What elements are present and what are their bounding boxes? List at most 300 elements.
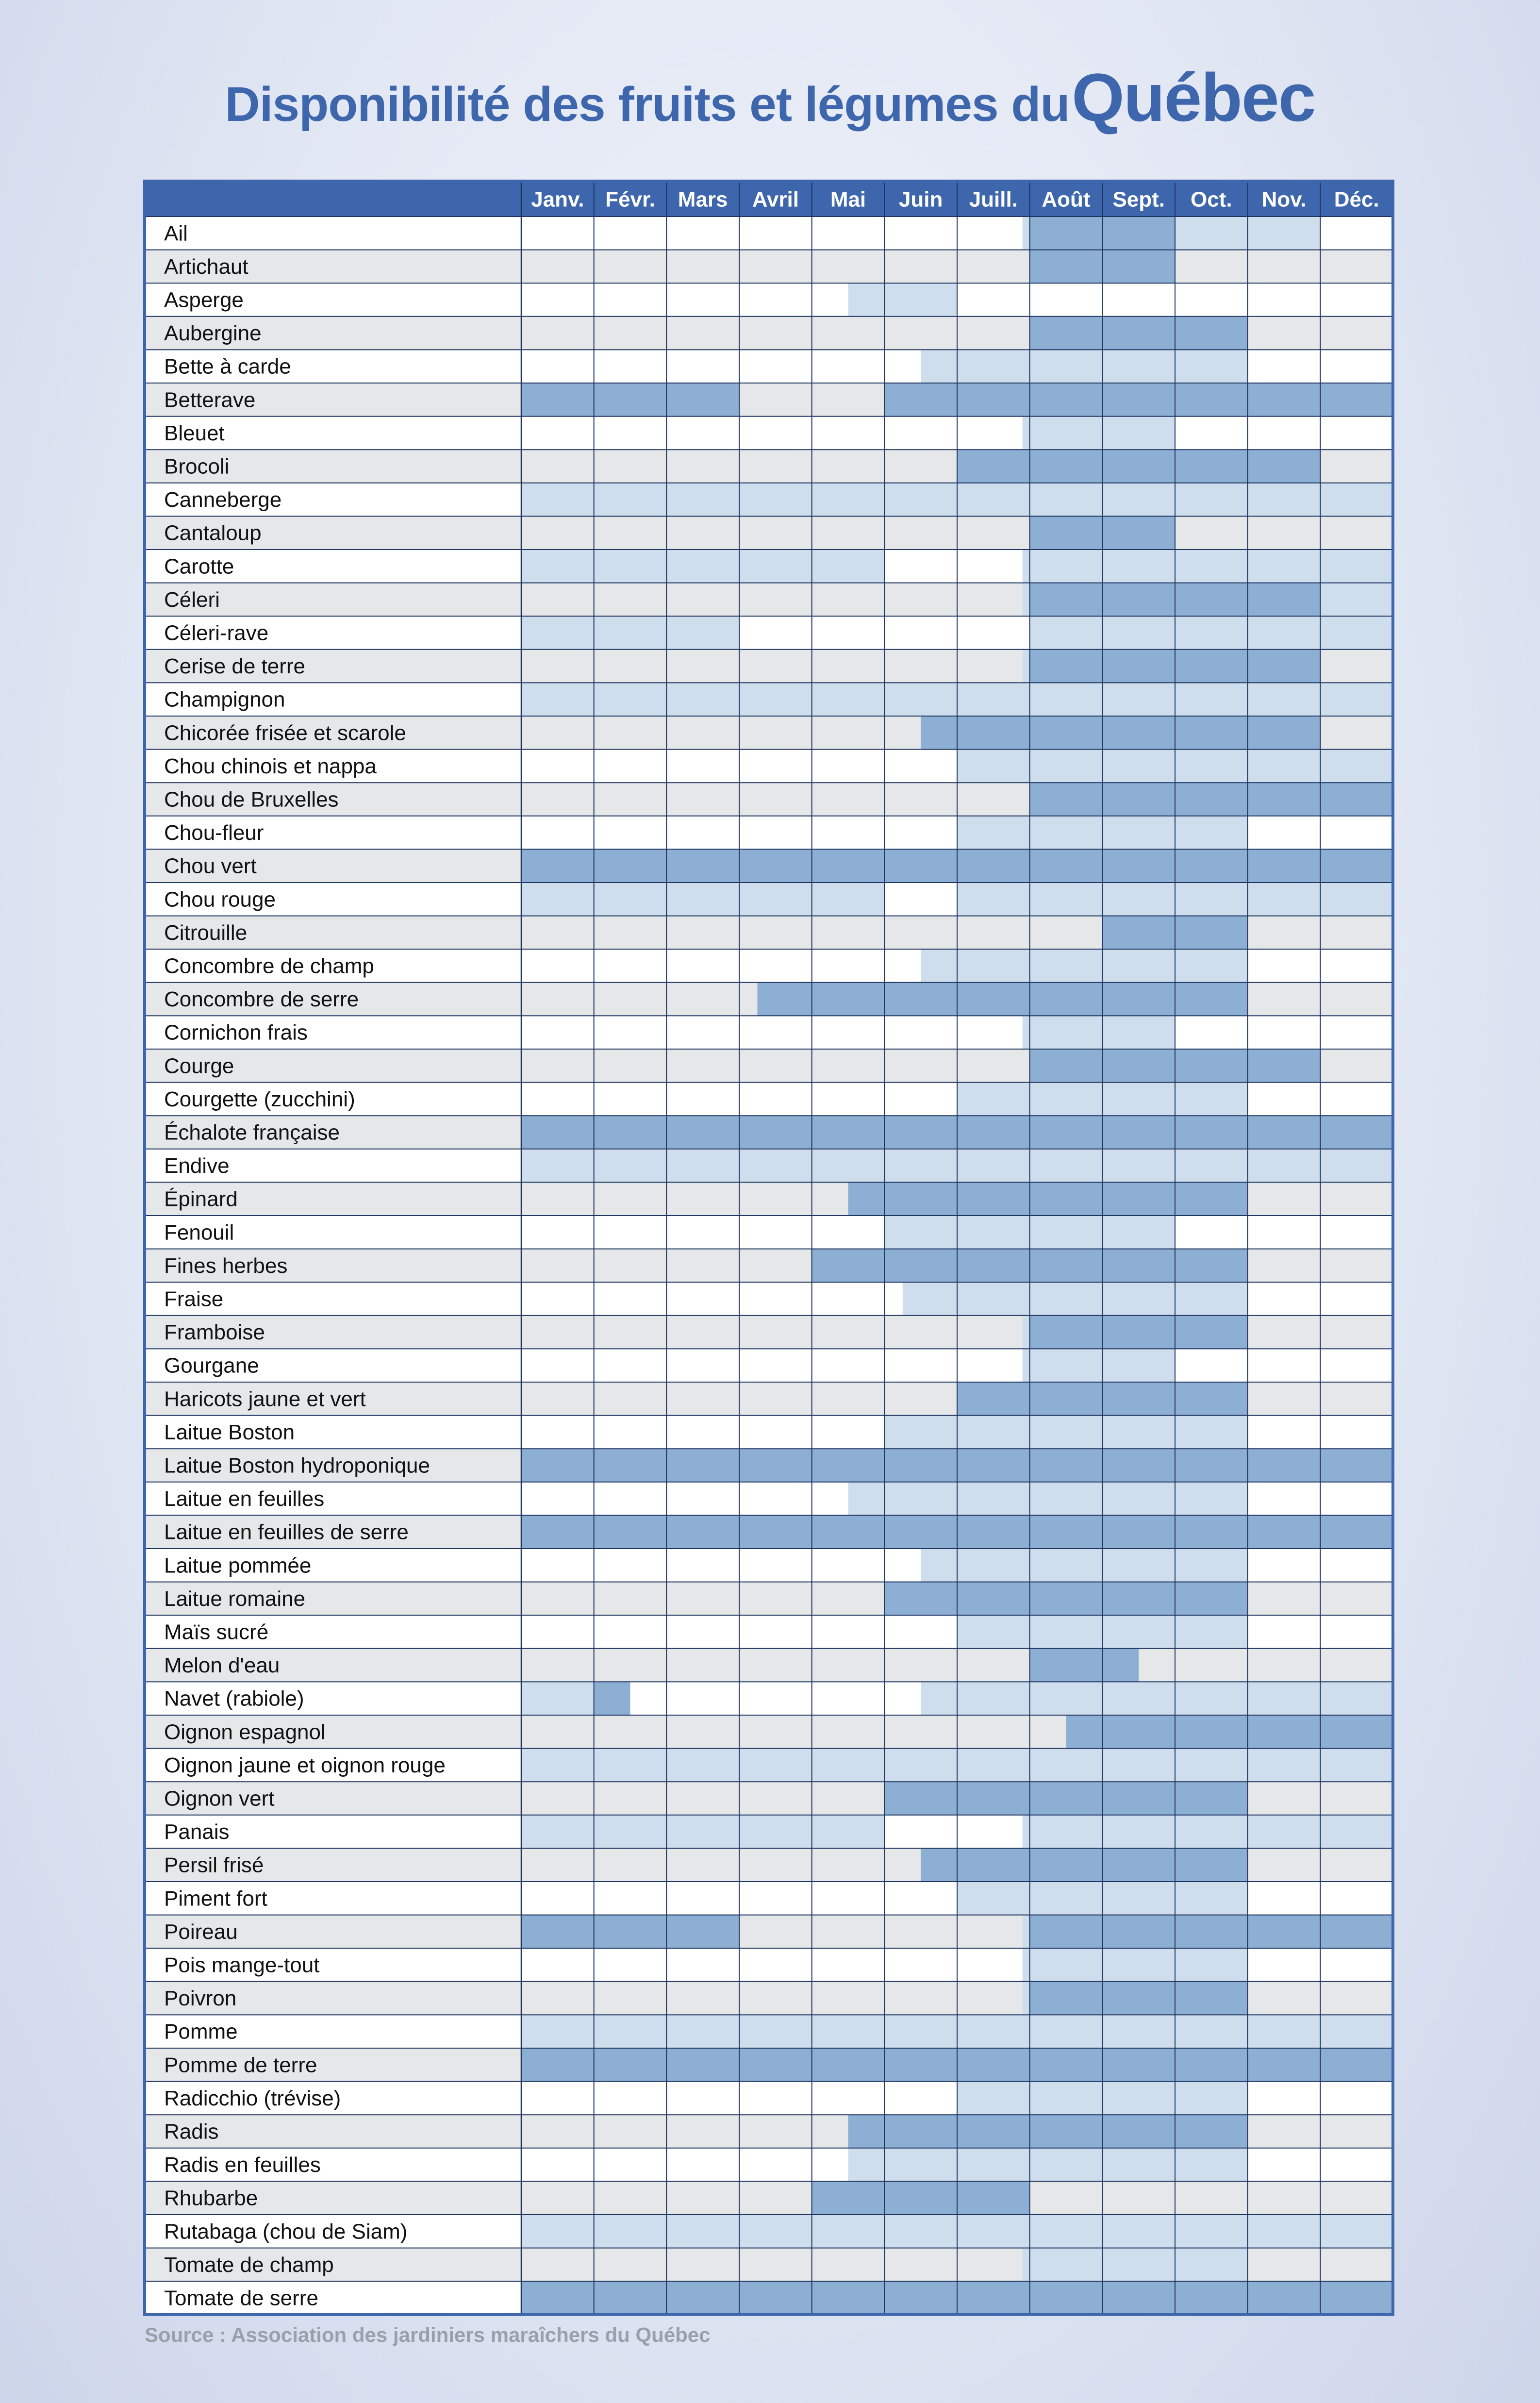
month-header-11: Nov. <box>1261 187 1307 212</box>
availability-cell <box>1102 2048 1175 2082</box>
availability-cell <box>739 683 812 716</box>
row-label: Pois mange-tout <box>164 1953 320 1977</box>
availability-cell <box>884 283 957 317</box>
availability-cell <box>1175 1815 1248 1849</box>
month-header-7: Juill. <box>969 187 1018 212</box>
availability-cell <box>1030 1815 1103 1849</box>
availability-cell <box>957 849 1030 883</box>
availability-cell <box>957 1182 1030 1216</box>
availability-cell <box>848 2115 885 2148</box>
availability-cell <box>521 2015 594 2048</box>
row-label: Champignon <box>164 687 285 712</box>
availability-cell <box>1030 983 1103 1016</box>
availability-cell <box>1023 1016 1030 1049</box>
availability-cell <box>957 683 1030 716</box>
availability-cell <box>1175 350 1248 383</box>
availability-cell <box>1320 2015 1393 2048</box>
availability-cell <box>739 2215 812 2248</box>
availability-cell <box>594 1116 667 1149</box>
availability-cell <box>957 450 1030 483</box>
availability-cell <box>812 2048 885 2082</box>
availability-cell <box>1030 1782 1103 1815</box>
availability-cell <box>1102 1582 1175 1616</box>
availability-cell <box>1248 2215 1321 2248</box>
table-row-background <box>145 417 1393 450</box>
availability-cell <box>739 1149 812 1183</box>
availability-cell <box>1102 2082 1175 2115</box>
availability-cell <box>1030 1416 1103 1449</box>
row-label: Haricots jaune et vert <box>164 1387 366 1411</box>
availability-cell <box>957 2281 1030 2315</box>
availability-cell <box>1030 883 1103 916</box>
availability-cell <box>1102 450 1175 483</box>
availability-cell <box>1030 1282 1103 1316</box>
availability-cell <box>1175 2148 1248 2182</box>
availability-cell <box>1030 1182 1103 1216</box>
availability-cell <box>1248 1682 1321 1715</box>
availability-cell <box>1102 2115 1175 2148</box>
availability-cell <box>521 1749 594 1782</box>
availability-cell <box>1102 1416 1175 1449</box>
availability-cell <box>1030 1749 1103 1782</box>
availability-cell <box>812 2215 885 2248</box>
availability-cell <box>884 2048 957 2082</box>
availability-cell <box>1320 550 1393 583</box>
availability-cell <box>1175 2048 1248 2082</box>
availability-cell <box>1175 450 1248 483</box>
row-label: Brocoli <box>164 454 230 479</box>
availability-cell <box>1102 1682 1175 1715</box>
row-label: Bette à carde <box>164 354 291 379</box>
availability-cell <box>1320 1682 1393 1715</box>
availability-cell <box>1030 1615 1103 1649</box>
availability-cell <box>1175 1049 1248 1083</box>
row-label: Gourgane <box>164 1353 259 1378</box>
availability-cell <box>666 616 739 650</box>
availability-cell <box>812 1749 885 1782</box>
availability-cell <box>957 1149 1030 1183</box>
availability-cell <box>957 1515 1030 1549</box>
availability-cell <box>521 2215 594 2248</box>
availability-cell <box>1175 1615 1248 1649</box>
availability-cell <box>1175 2248 1248 2282</box>
availability-cell <box>1175 1083 1248 1116</box>
availability-cell <box>957 1382 1030 1416</box>
availability-cell <box>1320 750 1393 783</box>
availability-cell <box>957 2181 1030 2215</box>
availability-cell <box>1248 483 1321 517</box>
availability-cell <box>1320 883 1393 916</box>
availability-cell <box>957 2148 1030 2182</box>
availability-cell <box>957 816 1030 850</box>
availability-cell <box>957 1416 1030 1449</box>
availability-cell <box>594 2281 667 2315</box>
row-label: Épinard <box>164 1187 238 1211</box>
availability-cell <box>1248 849 1321 883</box>
availability-cell <box>1030 2015 1103 2048</box>
availability-cell <box>1030 1649 1103 1682</box>
availability-cell <box>957 1749 1030 1782</box>
availability-cell <box>1248 450 1321 483</box>
availability-cell <box>1030 1948 1103 1982</box>
availability-cell <box>1175 1382 1248 1416</box>
availability-cell <box>594 1915 667 1949</box>
availability-cell <box>1175 1449 1248 1482</box>
availability-cell <box>848 1482 885 1516</box>
row-label: Cerise de terre <box>164 654 306 679</box>
availability-cell <box>1030 1482 1103 1516</box>
availability-cell <box>1248 583 1321 617</box>
availability-cell <box>739 883 812 916</box>
availability-cell <box>1030 949 1103 983</box>
availability-cell <box>1066 1715 1103 1749</box>
row-label: Bleuet <box>164 421 225 445</box>
availability-cell <box>1102 750 1175 783</box>
availability-cell <box>921 1549 957 1582</box>
row-label: Radis en feuilles <box>164 2153 321 2177</box>
availability-cell <box>521 1116 594 1149</box>
availability-cell <box>1030 716 1103 750</box>
month-header-9: Sept. <box>1112 187 1165 212</box>
availability-cell <box>957 949 1030 983</box>
row-label: Tomate de champ <box>164 2253 334 2277</box>
availability-cell <box>594 1149 667 1183</box>
availability-cell <box>1248 217 1321 250</box>
availability-cell <box>1175 983 1248 1016</box>
availability-cell <box>884 1782 957 1815</box>
availability-cell <box>1175 816 1248 850</box>
availability-cell <box>1030 2281 1103 2315</box>
availability-cell <box>812 483 885 517</box>
availability-cell <box>521 1149 594 1183</box>
row-label: Tomate de serre <box>164 2286 318 2310</box>
month-header-6: Juin <box>898 187 943 212</box>
availability-cell <box>521 383 594 417</box>
availability-cell <box>666 849 739 883</box>
availability-cell <box>1030 1882 1103 1915</box>
availability-cell <box>957 1882 1030 1915</box>
availability-cell <box>1320 683 1393 716</box>
availability-cell <box>1248 2281 1321 2315</box>
availability-cell <box>739 1515 812 1549</box>
availability-cell <box>594 550 667 583</box>
availability-cell <box>594 1749 667 1782</box>
availability-cell <box>957 1282 1030 1316</box>
availability-cell <box>1030 250 1103 284</box>
availability-cell <box>1030 1083 1103 1116</box>
availability-cell <box>1102 1116 1175 1149</box>
availability-cell <box>1102 1316 1175 1349</box>
availability-cell <box>1248 883 1321 916</box>
availability-cell <box>1030 1982 1103 2015</box>
availability-cell <box>1248 1449 1321 1482</box>
availability-cell <box>1175 1282 1248 1316</box>
availability-cell <box>594 1449 667 1482</box>
availability-cell <box>1102 683 1175 716</box>
availability-cell <box>1102 783 1175 816</box>
availability-cell <box>521 616 594 650</box>
row-label: Cantaloup <box>164 521 262 545</box>
availability-cell <box>666 2281 739 2315</box>
availability-cell <box>1023 1915 1030 1949</box>
row-label: Melon d'eau <box>164 1653 280 1678</box>
availability-cell <box>1102 2248 1175 2282</box>
availability-cell <box>1248 1915 1321 1949</box>
availability-cell <box>1102 2281 1175 2315</box>
availability-cell <box>957 1116 1030 1149</box>
availability-cell <box>1175 1482 1248 1516</box>
availability-cell <box>921 716 957 750</box>
availability-cell <box>1030 2248 1103 2282</box>
availability-cell <box>666 1749 739 1782</box>
availability-cell <box>1175 1515 1248 1549</box>
availability-cell <box>1023 217 1030 250</box>
table-row-background <box>145 1349 1393 1382</box>
availability-cell <box>848 2148 885 2182</box>
row-label: Courgette (zucchini) <box>164 1087 355 1111</box>
availability-cell <box>957 383 1030 417</box>
availability-cell <box>1023 550 1030 583</box>
availability-cell <box>666 1449 739 1482</box>
availability-cell <box>1175 616 1248 650</box>
availability-cell <box>1102 716 1175 750</box>
availability-cell <box>884 1515 957 1549</box>
availability-cell <box>1102 250 1175 284</box>
availability-cell <box>1030 2082 1103 2115</box>
availability-cell <box>1030 1016 1103 1049</box>
row-label: Chou-fleur <box>164 821 264 845</box>
availability-cell <box>521 1449 594 1482</box>
availability-cell <box>957 1549 1030 1582</box>
availability-cell <box>1030 683 1103 716</box>
availability-cell <box>1175 1882 1248 1915</box>
availability-cell <box>921 1848 957 1882</box>
availability-cell <box>1102 1149 1175 1183</box>
availability-cell <box>1023 2248 1030 2282</box>
availability-cell <box>1320 1715 1393 1749</box>
availability-cell <box>1030 1216 1103 1249</box>
row-label: Fines herbes <box>164 1253 288 1278</box>
source-note: Source : Association des jardiniers maraîchers du Québec <box>145 2323 711 2346</box>
availability-cell <box>594 616 667 650</box>
availability-cell <box>1102 1749 1175 1782</box>
availability-cell <box>1175 1182 1248 1216</box>
availability-cell <box>884 1449 957 1482</box>
availability-cell <box>1030 1449 1103 1482</box>
availability-cell <box>1175 783 1248 816</box>
availability-cell <box>739 2281 812 2315</box>
month-header-12: Déc. <box>1334 187 1379 212</box>
month-header-1: Janv. <box>531 187 584 212</box>
availability-cell <box>884 2148 957 2182</box>
availability-cell <box>1023 417 1030 450</box>
availability-cell <box>1030 1382 1103 1416</box>
availability-cell <box>594 383 667 417</box>
table-row-background <box>145 516 1393 550</box>
row-label: Laitue pommée <box>164 1553 312 1578</box>
availability-cell <box>1102 1982 1175 2015</box>
row-label: Chou chinois et nappa <box>164 754 377 778</box>
availability-cell <box>1320 1515 1393 1549</box>
row-label: Framboise <box>164 1320 265 1345</box>
availability-cell <box>957 883 1030 916</box>
availability-cell <box>739 1749 812 1782</box>
availability-cell <box>521 550 594 583</box>
availability-cell <box>1102 483 1175 517</box>
availability-cell <box>957 1848 1030 1882</box>
row-label: Carotte <box>164 554 234 579</box>
row-label: Panais <box>164 1820 230 1844</box>
availability-cell <box>1175 1549 1248 1582</box>
availability-cell <box>1320 1449 1393 1482</box>
availability-cell <box>1320 783 1393 816</box>
availability-cell <box>666 1915 739 1949</box>
availability-cell <box>1248 683 1321 716</box>
availability-cell <box>1102 2215 1175 2248</box>
month-header-4: Avril <box>752 187 799 212</box>
availability-cell <box>521 1515 594 1549</box>
availability-cell <box>1030 750 1103 783</box>
availability-cell <box>884 1582 957 1616</box>
availability-cell <box>957 750 1030 783</box>
availability-cell <box>1175 1149 1248 1183</box>
availability-cell <box>1102 849 1175 883</box>
availability-cell <box>1248 2015 1321 2048</box>
availability-cell <box>1248 750 1321 783</box>
availability-cell <box>1030 1549 1103 1582</box>
availability-cell <box>1248 716 1321 750</box>
availability-cell <box>1102 816 1175 850</box>
row-label: Artichaut <box>164 254 248 279</box>
availability-cell <box>1320 616 1393 650</box>
availability-cell <box>884 683 957 716</box>
availability-cell <box>957 1249 1030 1283</box>
availability-cell <box>1030 650 1103 683</box>
month-header-3: Mars <box>678 187 728 212</box>
availability-cell <box>1102 350 1175 383</box>
availability-cell <box>594 2215 667 2248</box>
availability-cell <box>739 1815 812 1849</box>
row-label: Concombre de champ <box>164 954 374 978</box>
availability-cell <box>1175 2215 1248 2248</box>
availability-cell <box>739 1116 812 1149</box>
row-label: Maïs sucré <box>164 1620 269 1644</box>
row-label: Citrouille <box>164 920 248 945</box>
month-header-10: Oct. <box>1191 187 1232 212</box>
row-label: Asperge <box>164 288 244 312</box>
availability-cell <box>739 483 812 517</box>
row-label: Concombre de serre <box>164 987 359 1012</box>
availability-cell <box>1248 650 1321 683</box>
availability-cell <box>1175 683 1248 716</box>
row-label: Fenouil <box>164 1220 234 1245</box>
availability-cell <box>884 483 957 517</box>
availability-cell <box>884 1116 957 1149</box>
availability-cell <box>812 683 885 716</box>
availability-cell <box>957 1083 1030 1116</box>
availability-cell <box>1175 1948 1248 1982</box>
availability-cell <box>884 1249 957 1283</box>
availability-cell <box>957 716 1030 750</box>
availability-cell <box>594 2015 667 2048</box>
row-label: Piment fort <box>164 1886 267 1911</box>
availability-cell <box>1030 2215 1103 2248</box>
availability-cell <box>1023 650 1030 683</box>
month-header-2: Févr. <box>605 187 655 212</box>
availability-cell <box>1102 1948 1175 1982</box>
row-label: Chicorée frisée et scarole <box>164 721 406 745</box>
row-label: Cornichon frais <box>164 1020 308 1045</box>
availability-cell <box>1102 616 1175 650</box>
availability-cell <box>1102 1349 1175 1382</box>
availability-cell <box>521 849 594 883</box>
availability-cell <box>1102 2015 1175 2048</box>
row-label: Échalote française <box>164 1120 340 1145</box>
availability-cell <box>666 883 739 916</box>
availability-cell <box>739 2048 812 2082</box>
availability-cell <box>812 1449 885 1482</box>
availability-cell <box>1102 1083 1175 1116</box>
availability-cell <box>666 1116 739 1149</box>
availability-cell <box>812 2281 885 2315</box>
availability-cell <box>1102 1915 1175 1949</box>
row-label: Oignon jaune et oignon rouge <box>164 1753 446 1777</box>
availability-cell <box>812 2015 885 2048</box>
row-label: Endive <box>164 1154 230 1178</box>
availability-cell <box>1175 217 1248 250</box>
availability-cell <box>1175 916 1248 950</box>
availability-cell <box>1175 383 1248 417</box>
availability-cell <box>1320 1815 1393 1849</box>
availability-cell <box>1175 1116 1248 1149</box>
row-label: Rutabaga (chou de Siam) <box>164 2219 408 2244</box>
availability-cell <box>1102 516 1175 550</box>
table-row-background <box>145 250 1393 284</box>
availability-cell <box>1320 1749 1393 1782</box>
availability-cell <box>1248 783 1321 816</box>
availability-cell <box>1102 1249 1175 1283</box>
availability-cell <box>1175 2281 1248 2315</box>
availability-cell <box>1175 883 1248 916</box>
availability-cell <box>1030 816 1103 850</box>
availability-cell <box>521 2281 594 2315</box>
availability-cell <box>521 1815 594 1849</box>
table-row-background <box>145 2181 1393 2215</box>
availability-cell <box>1030 1116 1103 1149</box>
table-row-background <box>145 283 1393 317</box>
availability-cell <box>1320 2215 1393 2248</box>
availability-cell <box>1248 1116 1321 1149</box>
row-label: Canneberge <box>164 488 282 512</box>
availability-cell <box>1102 1549 1175 1582</box>
availability-cell <box>1023 1948 1030 1982</box>
availability-cell <box>1248 1749 1321 1782</box>
availability-cell <box>957 2115 1030 2148</box>
availability-cell <box>666 483 739 517</box>
availability-cell <box>1102 317 1175 350</box>
availability-cell <box>884 2015 957 2048</box>
availability-cell <box>1102 1382 1175 1416</box>
availability-cell <box>921 949 957 983</box>
availability-cell <box>1102 1815 1175 1849</box>
availability-cell <box>1175 2015 1248 2048</box>
availability-cell <box>739 2015 812 2048</box>
availability-cell <box>1030 616 1103 650</box>
availability-cell <box>1175 583 1248 617</box>
availability-cell <box>812 2181 885 2215</box>
availability-cell <box>1320 1116 1393 1149</box>
availability-cell <box>1102 1515 1175 1549</box>
